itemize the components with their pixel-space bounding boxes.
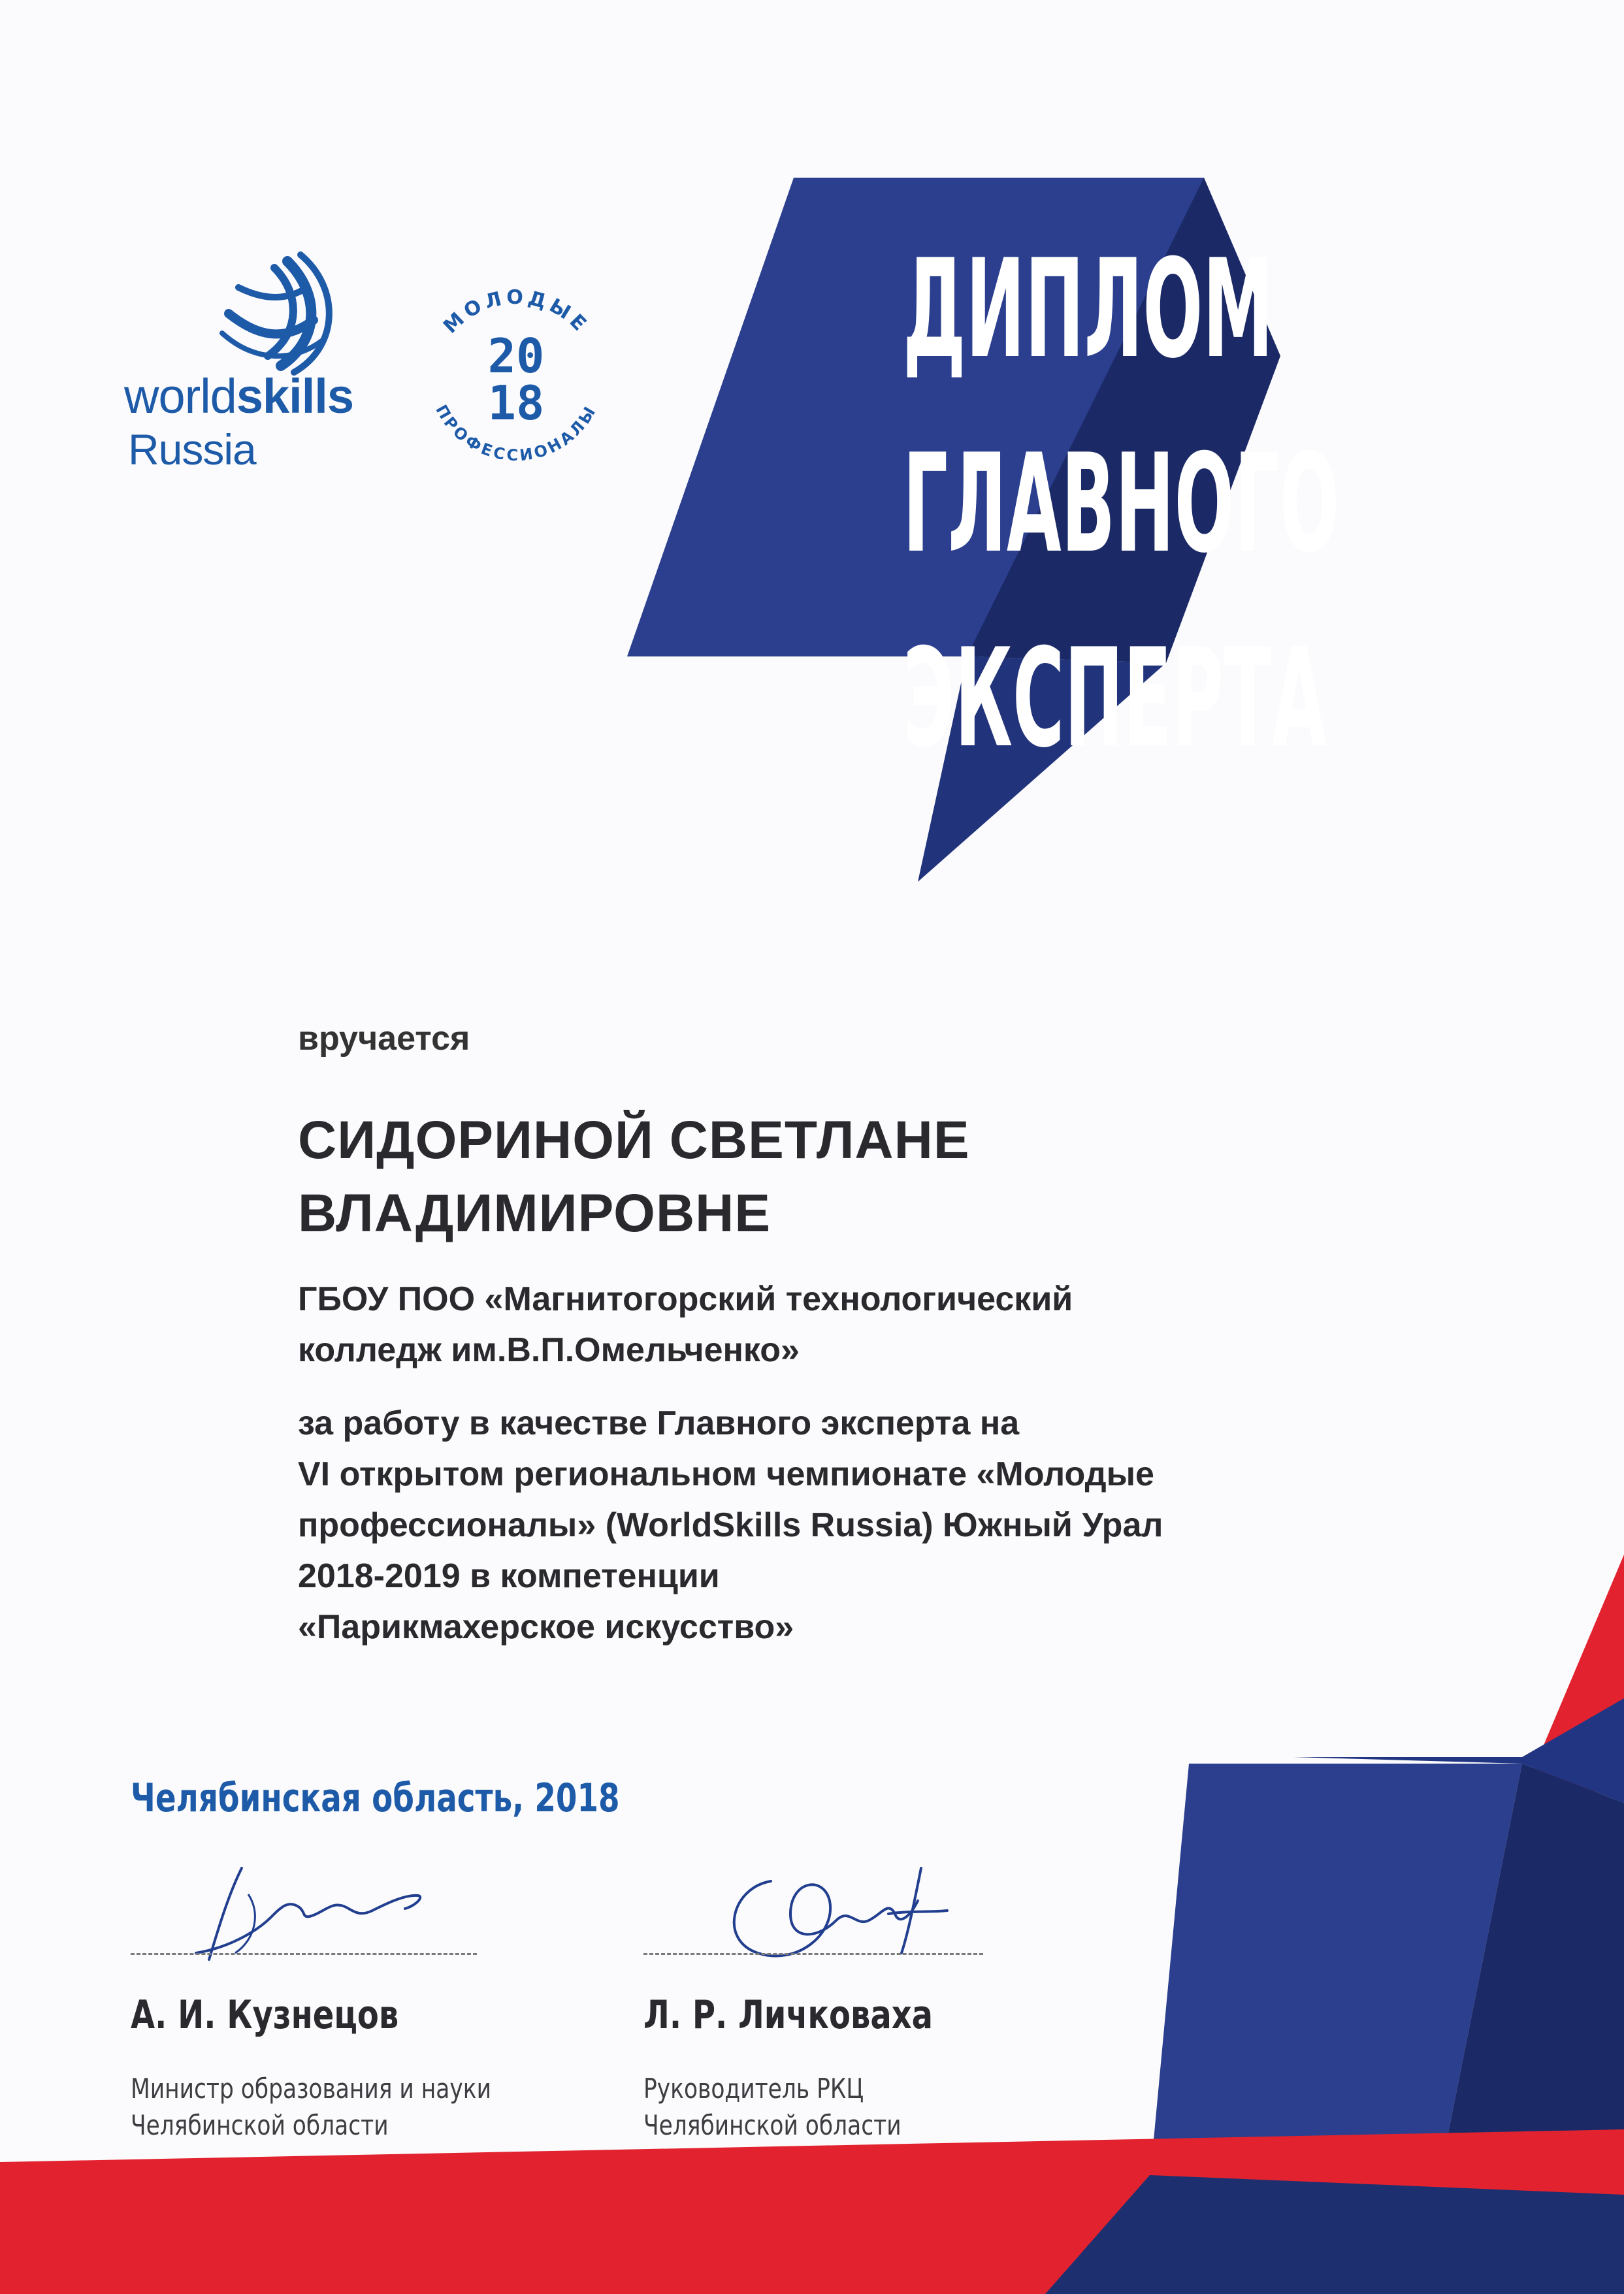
badge-year-top: 20 [487,329,545,383]
organization [298,1274,1073,1376]
title-line-2: ГЛАВНОГО [903,425,1340,583]
young-professionals-badge [408,268,624,490]
reason-line: VI открытом региональном чемпионате «Молодые [298,1455,1154,1493]
signatory-1-position-line-2: Челябинской области [131,2109,389,2141]
signatory-2-name: Л. Р. Личковаха [643,1992,934,2038]
recipient-name-line-1: СИДОРИНОЙ СВЕТЛАНЕ [298,1110,970,1170]
reason-line: профессионалы» (WorldSkills Russia) Южный Урал [298,1506,1163,1544]
worldskills-country: Russia [128,425,256,474]
badge-year-bottom: 18 [487,376,545,430]
worldskills-swirl-icon [124,242,398,379]
signature-line-1 [131,1953,477,1955]
title-line-3: ЭКСПЕРТА [903,620,1327,778]
reason-line: за работу в качестве Главного эксперта на [298,1404,1020,1442]
worldskills-logo [124,242,398,477]
signatory-1-name: А. И. Кузнецов [131,1992,399,2038]
signature-lichkovakha [692,1842,967,1986]
title-line-1: ДИПЛОМ [903,231,1273,389]
badge-bottom-text: ПРОФЕССИОНАЛЫ [432,401,600,465]
signatory-2-position-line-2: Челябинской области [643,2109,901,2141]
badge-top-text: МОЛОДЫЕ [439,285,594,338]
organization-line-1: ГБОУ ПОО «Магнитогорский технологический [298,1280,1073,1318]
signature-kuznetsov [157,1855,457,1986]
award-reason [298,1398,1163,1653]
signatory-2-position [643,2071,901,2144]
award-word: вручается [298,1020,470,1058]
signature-line-2 [643,1953,983,1955]
signatory-1-position-line-1: Министр образования и науки [131,2073,491,2105]
reason-line: «Парикмахерское искусство» [298,1608,794,1646]
diploma-title [903,231,1340,826]
signatory-2-position-line-1: Руководитель РКЦ [643,2073,864,2105]
region-year: Челябинская область, 2018 [131,1775,620,1821]
recipient-name-line-2: ВЛАДИМИРОВНЕ [298,1184,771,1243]
organization-line-2: колледж им.В.П.Омельченко» [298,1331,800,1369]
recipient-name [298,1104,970,1250]
signatory-1-position [131,2071,491,2144]
worldskills-wordmark: worldskills [124,369,353,423]
reason-line: 2018-2019 в компетенции [298,1557,720,1595]
